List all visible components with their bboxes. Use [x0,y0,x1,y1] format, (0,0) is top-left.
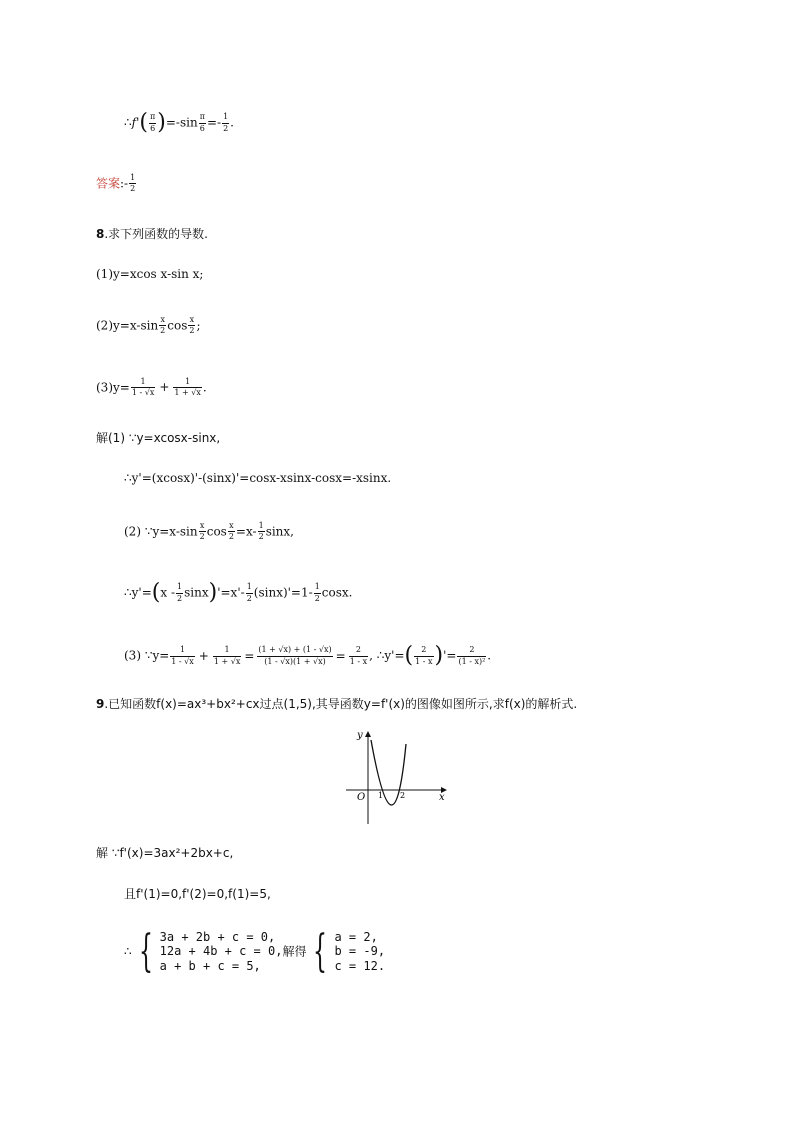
frac-num: x [160,315,165,324]
left-paren: ( [139,110,148,135]
frac-den: 6 [150,123,156,133]
frac-den: 2 [199,532,205,542]
sol8-line2 [124,522,294,542]
q8-part2-b: cos [167,318,188,333]
sol8-line2b-d: '=x'- [217,585,245,600]
frac-den: (1 - √x)(1 + √x) [257,656,332,666]
frac-num: 1 [177,582,183,592]
eq-minus: =- [206,115,222,130]
sol8-line1 [96,432,220,444]
equals: = [335,648,346,663]
solve-label: 解得 [282,944,307,959]
tick-1-label: 1 [378,791,384,800]
q9-heading [96,698,577,710]
right-paren: ) [208,580,218,605]
frac-num: x [199,521,205,530]
frac-s3-big [257,646,332,666]
frac-den: 2 [246,593,252,603]
frac-num: 1 [130,173,136,182]
eq-sin: =-sin [165,115,198,130]
sol8-line2b-e: (sinx)'=1- [253,585,313,600]
frac-num: π [149,112,156,122]
q8-part1 [96,268,203,280]
frac-num: 1 [258,521,264,530]
sol9-system [124,926,386,977]
frac-num: π [199,112,205,122]
result-3: c = 12. [334,958,386,973]
q8-part3 [96,378,207,398]
frac-s3-2-1x-b [414,646,433,666]
q8-part1-text: (1)y=xcos x-sin x; [96,267,204,281]
frac-num: 1 [246,582,252,592]
frac-1-2-e [314,583,321,603]
answer-label: 答案 [96,176,121,191]
sol8-line1b-text: ∴y'=(xcosx)'-(sinx)'=cosx-xsinx-cosx=-xsinx. [124,471,392,485]
f-prime: f' [131,115,140,130]
frac-s3-final [457,646,486,666]
left-brace-result: { [313,926,328,977]
sol8-line2-a: (2) ∵y=x-sin [124,524,198,539]
sol9-line1 [96,847,233,859]
sol8-line2b-a: ∴y'= [124,585,152,600]
y-axis-label: y [357,730,363,741]
frac-x-2-c [199,522,206,542]
frac-den: 2 [189,326,195,336]
derivative-graph [342,728,452,828]
fraction-pi-6-b [199,113,206,133]
frac-den: 1 + √x [174,388,201,398]
frac-num: 1 [223,112,229,122]
sol8-line3-b: , ∴y'= [369,648,405,663]
equals: = [244,648,255,663]
frac-den: 6 [199,123,205,133]
sol8-line1b [124,472,391,484]
tick-2-label: 2 [400,791,406,800]
frac-s3-1 [170,646,195,666]
sol9-line1-text: 解 ∵f'(x)=3ax²+2bx+c, [96,846,234,860]
frac-s3-2-1x [349,646,368,666]
frac-x-2-b [188,316,195,336]
sol8-line3-a: (3) ∵y= [124,648,170,663]
frac-den: 2 [258,532,264,542]
sol8-line1-text: 解(1) ∵y=xcosx-sinx, [96,431,221,445]
sol8-line3 [124,645,491,667]
frac-num: 1 [185,377,191,386]
frac-x-2-d [228,522,235,542]
plus-sign: + [198,648,209,663]
sol9-line2 [124,888,271,900]
frac-den: 2 [228,532,234,542]
sol8-line2b-f: cosx. [321,585,353,600]
q9-prompt: .已知函数f(x)=ax³+bx²+cx过点(1,5),其导函数y=f'(x)的图像如图所示,求f(x)的解析式. [104,697,578,711]
plus-sign: + [159,380,170,395]
frac-x-2 [159,316,166,336]
therefore-symbol: ∴ [124,115,132,130]
frac-num: x [229,521,234,530]
period: . [487,648,492,663]
q8-part2-a: (2)y=x-sin [96,318,159,333]
answer-line [96,174,137,194]
frac-1-2-b [258,522,265,542]
fraction-pi-6 [149,113,156,133]
answer-fraction [129,174,136,194]
top-result-line [124,112,234,134]
frac-den: 2 [177,593,183,603]
frac-s3-2 [213,646,242,666]
therefore-symbol: ∴ [124,944,132,959]
sol8-line2-d: sinx, [265,524,294,539]
sol8-line3-c: '= [443,648,457,663]
equation-1: 3a + 2b + c = 0, [159,930,276,944]
frac-num: 2 [469,645,475,655]
right-paren: ) [434,643,444,668]
frac-den: 2 [160,326,166,336]
q8-number: 8 [96,227,105,241]
result-2: b = -9, [334,944,386,959]
frac-den: 2 [314,593,320,603]
q8-part2-c: ; [196,318,201,333]
sol8-line2b-c: sinx [184,585,209,600]
frac-num: 1 [140,377,146,386]
sol8-line2b [124,582,352,604]
result-system [334,930,385,973]
result-1: a = 2, [334,930,378,944]
frac-den: 1 - √x [131,388,155,398]
frac-den: (1 - x)² [458,656,486,666]
origin-label: O [357,792,366,803]
frac-1-2-d [246,583,253,603]
period: . [230,115,234,130]
period: . [202,380,207,395]
sol8-line2-b: cos [206,524,227,539]
frac-num: 1 [179,645,186,655]
q9-number: 9 [96,697,105,711]
frac-den: 2 [223,123,229,133]
fraction-1-2 [222,113,229,133]
left-paren: ( [404,643,414,668]
frac-part3-1 [131,378,156,398]
left-brace: { [138,926,153,977]
frac-1-2-c [176,583,183,603]
frac-num: 1 [224,645,230,655]
frac-den: 1 - x [349,656,368,666]
right-paren: ) [157,110,166,135]
equation-3: a + b + c = 5, [159,958,261,973]
x-axis-label: x [439,792,445,803]
frac-den: 1 - x [415,656,433,666]
answer-value: :- [120,176,129,191]
frac-num: x [189,315,195,324]
q8-prompt: .求下列函数的导数. [104,227,208,241]
frac-den: 2 [130,184,136,194]
q8-part3-a: (3)y= [96,380,130,395]
sol8-line2b-b: x - [160,585,176,600]
equation-system [160,930,283,973]
frac-part3-2 [173,378,202,398]
q8-heading [96,228,208,240]
frac-num: 2 [421,645,427,655]
sol8-line2-c: =x- [235,524,257,539]
left-paren: ( [151,580,161,605]
frac-den: 1 + √x [213,656,241,666]
frac-num: (1 + √x) + (1 - √x) [258,645,332,655]
q8-part2 [96,316,201,336]
frac-num: 2 [355,645,361,655]
sol9-line2-text: 且f'(1)=0,f'(2)=0,f(1)=5, [124,887,271,901]
frac-den: 1 - √x [171,656,194,666]
frac-num: 1 [314,582,320,592]
equation-2: 12a + 4b + c = 0, [159,944,283,959]
